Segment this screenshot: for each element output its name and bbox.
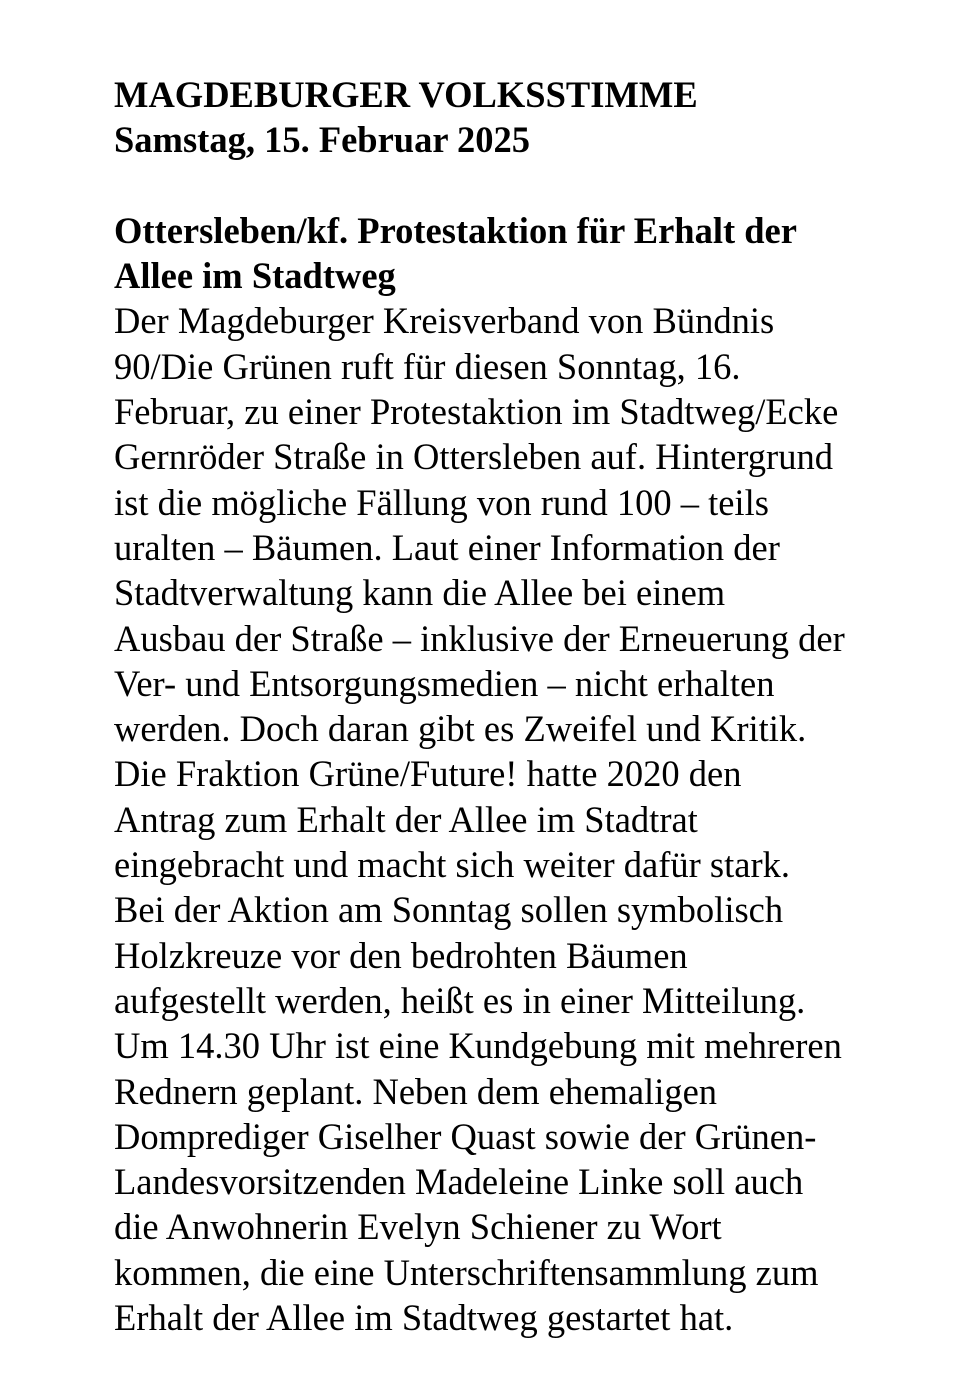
body-line: uralten – Bäumen. Laut einer Information der xyxy=(114,526,780,568)
body-line: kommen, die eine Unterschriftensammlung zum xyxy=(114,1251,819,1293)
issue-date: Samstag, 15. Februar 2025 xyxy=(114,119,531,161)
body-line: Erhalt der Allee im Stadtweg gestartet hat. xyxy=(114,1297,734,1339)
body-line: eingebracht und macht sich weiter dafür stark. xyxy=(114,844,790,886)
body-line: Gernröder Straße in Ottersleben auf. Hintergrund xyxy=(114,436,833,478)
body-line: Ver- und Entsorgungsmedien – nicht erhalten xyxy=(114,662,775,704)
body-line: Februar, zu einer Protestaktion im Stadtweg/Ecke xyxy=(114,391,839,433)
body-line: Um 14.30 Uhr ist eine Kundgebung mit mehreren xyxy=(114,1025,842,1067)
article-page xyxy=(114,72,904,1340)
body-line: Stadtverwaltung kann die Allee bei einem xyxy=(114,572,726,614)
body-line: Rednern geplant. Neben dem ehemaligen xyxy=(114,1070,718,1112)
newspaper-name: MAGDEBURGER VOLKSSTIMME xyxy=(114,74,698,115)
body-line: Die Fraktion Grüne/Future! hatte 2020 den xyxy=(114,753,742,795)
body-line: Domprediger Giselher Quast sowie der Grünen- xyxy=(114,1115,817,1157)
body-line: die Anwohnerin Evelyn Schiener zu Wort xyxy=(114,1206,722,1248)
article-body xyxy=(114,298,904,1340)
body-line: Holzkreuze vor den bedrohten Bäumen xyxy=(114,934,688,976)
masthead xyxy=(114,72,904,163)
body-line: ist die mögliche Fällung von rund 100 – teils xyxy=(114,481,769,523)
body-line: Landesvorsitzenden Madeleine Linke soll auch xyxy=(114,1161,804,1203)
body-line: werden. Doch daran gibt es Zweifel und Kritik. xyxy=(114,708,807,750)
spacer xyxy=(114,163,904,208)
article-headline xyxy=(114,208,904,299)
body-line: Ausbau der Straße – inklusive der Erneuerung der xyxy=(114,617,845,659)
body-line: aufgestellt werden, heißt es in einer Mitteilung. xyxy=(114,979,806,1021)
body-line: 90/Die Grünen ruft für diesen Sonntag, 16. xyxy=(114,345,741,387)
body-line: Der Magdeburger Kreisverband von Bündnis xyxy=(114,300,775,342)
headline-line: Ottersleben/kf. Protestaktion für Erhalt der xyxy=(114,209,797,251)
body-line: Antrag zum Erhalt der Allee im Stadtrat xyxy=(114,798,698,840)
body-line: Bei der Aktion am Sonntag sollen symbolisch xyxy=(114,889,784,931)
headline-line: Allee im Stadtweg xyxy=(114,255,396,297)
